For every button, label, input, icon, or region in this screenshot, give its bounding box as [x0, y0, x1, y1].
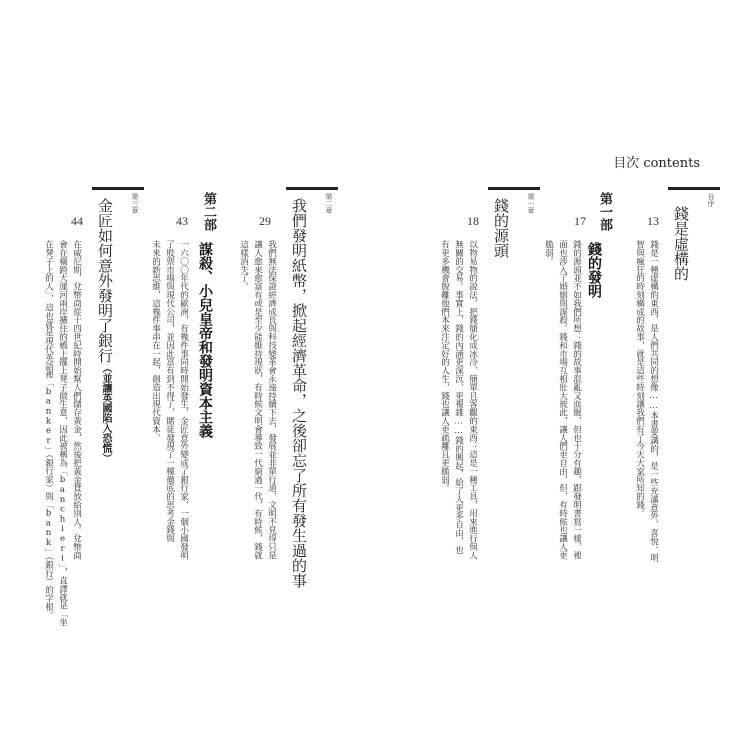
- part2-title: 謀殺、小兒皇帝和發明資本主義: [197, 242, 213, 438]
- chapter2-rule: [286, 187, 338, 190]
- part2-page-number: 43: [176, 214, 188, 228]
- chapter3-rule: [92, 187, 144, 190]
- part2-paragraph-line-3: 未來的新思維，這幾件事串在一起，創造出現代資本。: [150, 240, 161, 442]
- preface-page-number: 13: [647, 214, 659, 228]
- chapter3-title-main: 金匠如何意外發明了銀行: [96, 198, 114, 363]
- chapter2-page-number: 29: [259, 214, 271, 228]
- part2-label: 第二部: [201, 192, 216, 231]
- chapter1-page-number: 18: [467, 214, 479, 228]
- part1-title: 錢的發明: [586, 242, 602, 298]
- part2-paragraph-line-2: 了股票市場與現代公司，並因此富有到不得了，賭徒發現了一種徹底的思考金錢與: [164, 240, 175, 543]
- chapter3-paragraph-line-1: 在威尼斯，兌幣商從十四世紀時開始幫人們儲存黃金，然後把黃金貸放給別人。兌幣商: [71, 240, 82, 560]
- chapter1-rule: [488, 187, 540, 190]
- preface-title: 錢是虛構的: [672, 206, 690, 281]
- chapter2-paragraph-line-3: 這樣消失了。: [238, 240, 249, 291]
- chapter1-paragraph-line-1: 以物易物的說法，把錢簡化成冰冷、簡單且客觀的東西：這是一種工具，用來進行與人: [467, 240, 478, 560]
- part1-paragraph-line-3: 脆弱。: [543, 240, 554, 266]
- preface-paragraph-line-2: 智與瘋狂的時刻構成的故事，就是這些時刻讓我們有了今天大家所知的錢。: [634, 240, 645, 518]
- chapter2-label: 第二章: [325, 193, 333, 214]
- chapter3-paragraph-line-2: 會在橫跨大運河兩岸擴住的橋上擺上凳子做生意，因此被稱為「banchieri」，直譯就是「坐: [57, 240, 68, 627]
- chapter1-paragraph-line-2: 無關的交易。事實上，錢的內涵更深沉、更複雜……錢的興起，給了人更多自由，也: [453, 240, 464, 554]
- part1-paragraph-line-1: 錢的源頭並不如我們所想：錢的故事混亂又血腥，但也十分有趣，跟發明書寫一樣，裡: [571, 240, 582, 560]
- chapter3-page-number: 44: [71, 214, 83, 228]
- chapter1-paragraph-line-3: 有更多機會脫離他們本來注定好的人生，錢也讓人更疏離且更脆弱。: [439, 240, 450, 492]
- part1-paragraph-line-2: 面也涉入了婚姻與謀殺。錢和市場互相壯大彼此，讓人們更自由，但，有時候也讓人更: [557, 240, 568, 560]
- chapter3-paragraph-line-3: 在凳子上的人」，這也就是現代英語裡「banker」（銀行家）與「bank」（銀行）的字根。: [43, 240, 54, 620]
- preface-rule: [668, 187, 720, 190]
- preface-paragraph-line-1: 錢是一種虛構的東西，是人們共同的想像……本書要講的，是一些充滿意外、喜悅、明: [648, 240, 659, 562]
- chapter2-paragraph-line-1: 我們無法保證經濟成長與科技變革會永遠持續下去，發展並非單行道，文明不見得只是: [266, 240, 277, 560]
- part2-paragraph-line-1: 一六〇〇年代的歐洲，有幾件事同時開始發生，金匠意外變成了銀行家，一個小國發明: [178, 240, 189, 560]
- chapter3-title: [96, 198, 114, 463]
- part1-label: 第一部: [597, 192, 612, 231]
- part1-page-number: 17: [574, 214, 586, 228]
- chapter3-subtitle: （並讓英國陷入恐慌）: [100, 363, 111, 463]
- chapter3-label: 第三章: [131, 193, 139, 214]
- chapter2-title: 我們發明紙幣，掀起經濟革命，之後卻忘了所有發生過的事: [290, 198, 308, 588]
- preface-label: 自序: [707, 193, 715, 207]
- chapter2-paragraph-line-2: 讓人愈來愈富有或是至少能維持現狀，有時候文明會導致一代窮過一代，有時候，錢就: [252, 240, 263, 560]
- chapter1-title: 錢的源頭: [492, 198, 510, 258]
- page-title: 目次 contents: [613, 156, 700, 171]
- chapter1-label: 第一章: [527, 193, 535, 214]
